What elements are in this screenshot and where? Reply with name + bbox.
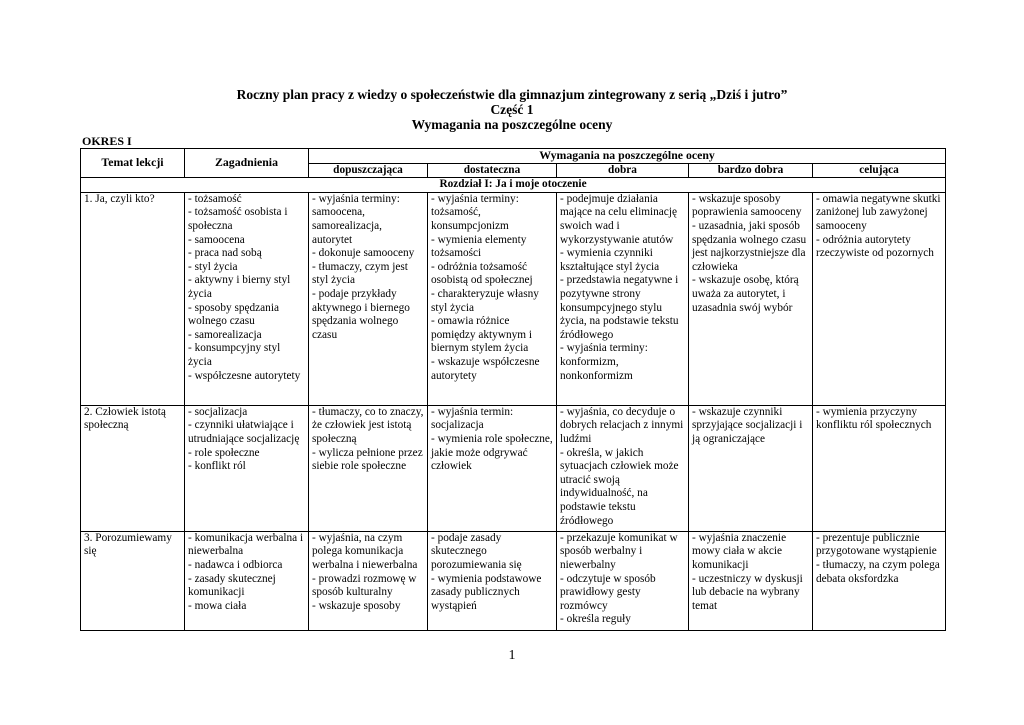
table-row xyxy=(81,531,946,630)
grade-header: dobra xyxy=(557,163,689,178)
req-dobra xyxy=(557,192,689,405)
header-topic: Temat lekcji xyxy=(81,149,185,178)
cell-line: - omawia różnice pomiędzy aktywnym i biernym stylem życia xyxy=(431,315,533,355)
cell-line: - styl życia xyxy=(188,260,238,273)
lesson-topic xyxy=(81,531,185,630)
cell-line: - komunikacja werbalna i niewerbalna xyxy=(188,531,304,558)
lesson-issues xyxy=(185,192,309,405)
cell-line: - role społeczne xyxy=(188,446,260,459)
cell-line: - czynniki ułatwiające i utrudniające socjalizację xyxy=(188,419,300,445)
grade-header: celująca xyxy=(813,163,946,178)
req-celujaca xyxy=(813,405,946,531)
cell-line: - zasady skutecznej komunikacji xyxy=(188,572,276,599)
cell-line: - prezentuje publicznie przygotowane wystąpienie xyxy=(816,531,937,558)
cell-line: - omawia negatywne skutki zaniżonej lub zawyżonej samooceny xyxy=(816,192,941,232)
cell-line: - samorealizacja xyxy=(188,328,262,341)
cell-line: - wyjaśnia, co decyduje o dobrych relacjach z innymi ludźmi xyxy=(560,405,684,445)
cell-line: - samoocena xyxy=(188,233,245,246)
header-issues: Zagadnienia xyxy=(185,149,309,178)
grade-header: dostateczna xyxy=(428,163,557,178)
section-row xyxy=(81,178,946,193)
cell-line: - praca nad sobą xyxy=(188,247,262,260)
cell-line: - wymienia czynniki kształtujące styl życia xyxy=(560,247,660,273)
cell-line: - tłumaczy, na czym polega debata oksfordzka xyxy=(816,558,940,585)
req-dostateczna xyxy=(428,192,557,405)
cell-line: 1. Ja, czyli kto? xyxy=(84,192,155,205)
cell-line: - tłumaczy, co to znaczy, że człowiek jest istotą społeczną xyxy=(312,405,424,445)
requirements-table xyxy=(80,148,946,631)
req-dostateczna xyxy=(428,531,557,630)
cell-line: - aktywny i bierny styl życia xyxy=(188,274,291,300)
cell-line: - konflikt ról xyxy=(188,460,246,473)
cell-line: - charakteryzuje własny styl życia xyxy=(431,287,539,314)
cell-line: - uczestniczy w dyskusji lub debacie na wybrany temat xyxy=(692,572,803,612)
cell-line: - współczesne autorytety xyxy=(188,369,301,382)
cell-line: - wymienia role społeczne, jakie może odgrywać człowiek xyxy=(431,432,553,473)
cell-line: - określa reguły xyxy=(560,613,631,626)
cell-line: - prowadzi rozmowę w sposób kulturalny xyxy=(312,572,417,599)
req-dopuszczajaca xyxy=(309,531,428,630)
cell-line: - wyjaśnia termin: socjalizacja xyxy=(431,405,514,432)
cell-line: - wskazuje sposoby poprawienia samooceny xyxy=(692,192,802,219)
cell-line: - wyjaśnia znaczenie mowy ciała w akcie komunikacji xyxy=(692,531,787,571)
section-title: Rozdział I: Ja i moje otoczenie xyxy=(81,178,946,193)
cell-line: - wymienia podstawowe zasady publicznych wystąpień xyxy=(431,572,542,612)
cell-line: - określa, w jakich sytuacjach człowiek może utracić swoją indywidualność, na podstawie tekstu źródłowego xyxy=(560,446,679,527)
cell-line: - wyjaśnia terminy: samoocena, samorealizacja, autorytet xyxy=(312,192,400,246)
cell-line: - sposoby spędzania wolnego czasu xyxy=(188,301,279,328)
cell-line: - przekazuje komunikat w sposób werbalny i niewerbalny xyxy=(560,531,678,571)
cell-line: - wskazuje czynniki sprzyjające socjalizacji i ją ograniczające xyxy=(692,405,803,445)
cell-line: - wyjaśnia, na czym polega komunikacja werbalna i niewerbalna xyxy=(312,531,418,571)
req-dostateczna xyxy=(428,405,557,531)
table-row xyxy=(81,192,946,405)
cell-line: - wskazuje współczesne autorytety xyxy=(431,355,540,382)
req-dopuszczajaca xyxy=(309,405,428,531)
req-dobra xyxy=(557,531,689,630)
cell-line: - nadawca i odbiorca xyxy=(188,558,283,571)
cell-line: - tożsamość osobista i społeczna xyxy=(188,206,288,232)
cell-line: - wyjaśnia terminy: tożsamość, konsumpcjonizm xyxy=(431,192,519,232)
req-dobra xyxy=(557,405,689,531)
lesson-topic xyxy=(81,405,185,531)
req-celujaca xyxy=(813,531,946,630)
lesson-issues xyxy=(185,405,309,531)
cell-line: - konsumpcyjny styl życia xyxy=(188,342,281,368)
cell-line: - odróżnia autorytety rzeczywiste od pozornych xyxy=(816,233,934,260)
cell-line: - wymienia elementy tożsamości xyxy=(431,233,527,260)
cell-line: - podaje przykłady aktywnego i biernego spędzania wolnego czasu xyxy=(312,287,410,341)
cell-line: - wymienia przyczyny konfliktu ról społecznych xyxy=(816,405,932,432)
cell-line: - odróżnia tożsamość osobistą od społecznej xyxy=(431,260,533,287)
grade-header: dopuszczająca xyxy=(309,163,428,178)
cell-line: - uzasadnia, jaki sposób spędzania wolnego czasu jest najkorzystniejsze dla człowieka xyxy=(692,219,807,273)
grade-header: bardzo dobra xyxy=(689,163,813,178)
table-row xyxy=(81,405,946,531)
cell-line: 3. Porozumiewamy się xyxy=(84,531,172,558)
cell-line: - wylicza pełnione przez siebie role społeczne xyxy=(312,446,423,473)
req-bardzo-dobra xyxy=(689,531,813,630)
document-title: Roczny plan pracy z wiedzy o społeczeństwie dla gimnazjum zintegrowany z serią „Dziś i jutro” xyxy=(236,87,788,102)
cell-line: - wskazuje osobę, którą uważa za autorytet, i uzasadnia swój wybór xyxy=(692,274,799,314)
document-part: Część 1 xyxy=(490,102,534,117)
header-requirements: Wymagania na poszczególne oceny xyxy=(309,149,946,164)
lesson-topic xyxy=(81,192,185,405)
req-bardzo-dobra xyxy=(689,192,813,405)
req-celujaca xyxy=(813,192,946,405)
period-label: OKRES I xyxy=(82,134,132,148)
cell-line: - tożsamość xyxy=(188,192,242,205)
cell-line: - przedstawia negatywne i pozytywne strony konsumpcyjnego stylu życia, na podstawie tekstu źródłowego xyxy=(560,274,679,341)
cell-line: - podaje zasady skutecznego porozumiewania się xyxy=(431,531,522,571)
document-subtitle: Wymagania na poszczególne oceny xyxy=(411,117,613,132)
cell-line: - odczytuje w sposób prawidłowy gesty rozmówcy xyxy=(560,572,656,612)
cell-line: - mowa ciała xyxy=(188,599,247,612)
cell-line: - wyjaśnia terminy: konformizm, nonkonformizm xyxy=(560,342,648,382)
req-bardzo-dobra xyxy=(689,405,813,531)
cell-line: - tłumaczy, czym jest styl życia xyxy=(312,260,408,287)
cell-line: - podejmuje działania mające na celu eliminację swoich wad i wykorzystywanie atutów xyxy=(560,192,677,246)
cell-line: - wskazuje sposoby xyxy=(312,599,401,612)
cell-line: - dokonuje samooceny xyxy=(312,247,415,260)
cell-line: - socjalizacja xyxy=(188,405,248,418)
header-row xyxy=(81,149,946,164)
cell-line: 2. Człowiek istotą społeczną xyxy=(84,405,166,432)
lesson-issues xyxy=(185,531,309,630)
page-number: 1 xyxy=(508,648,516,663)
req-dopuszczajaca xyxy=(309,192,428,405)
